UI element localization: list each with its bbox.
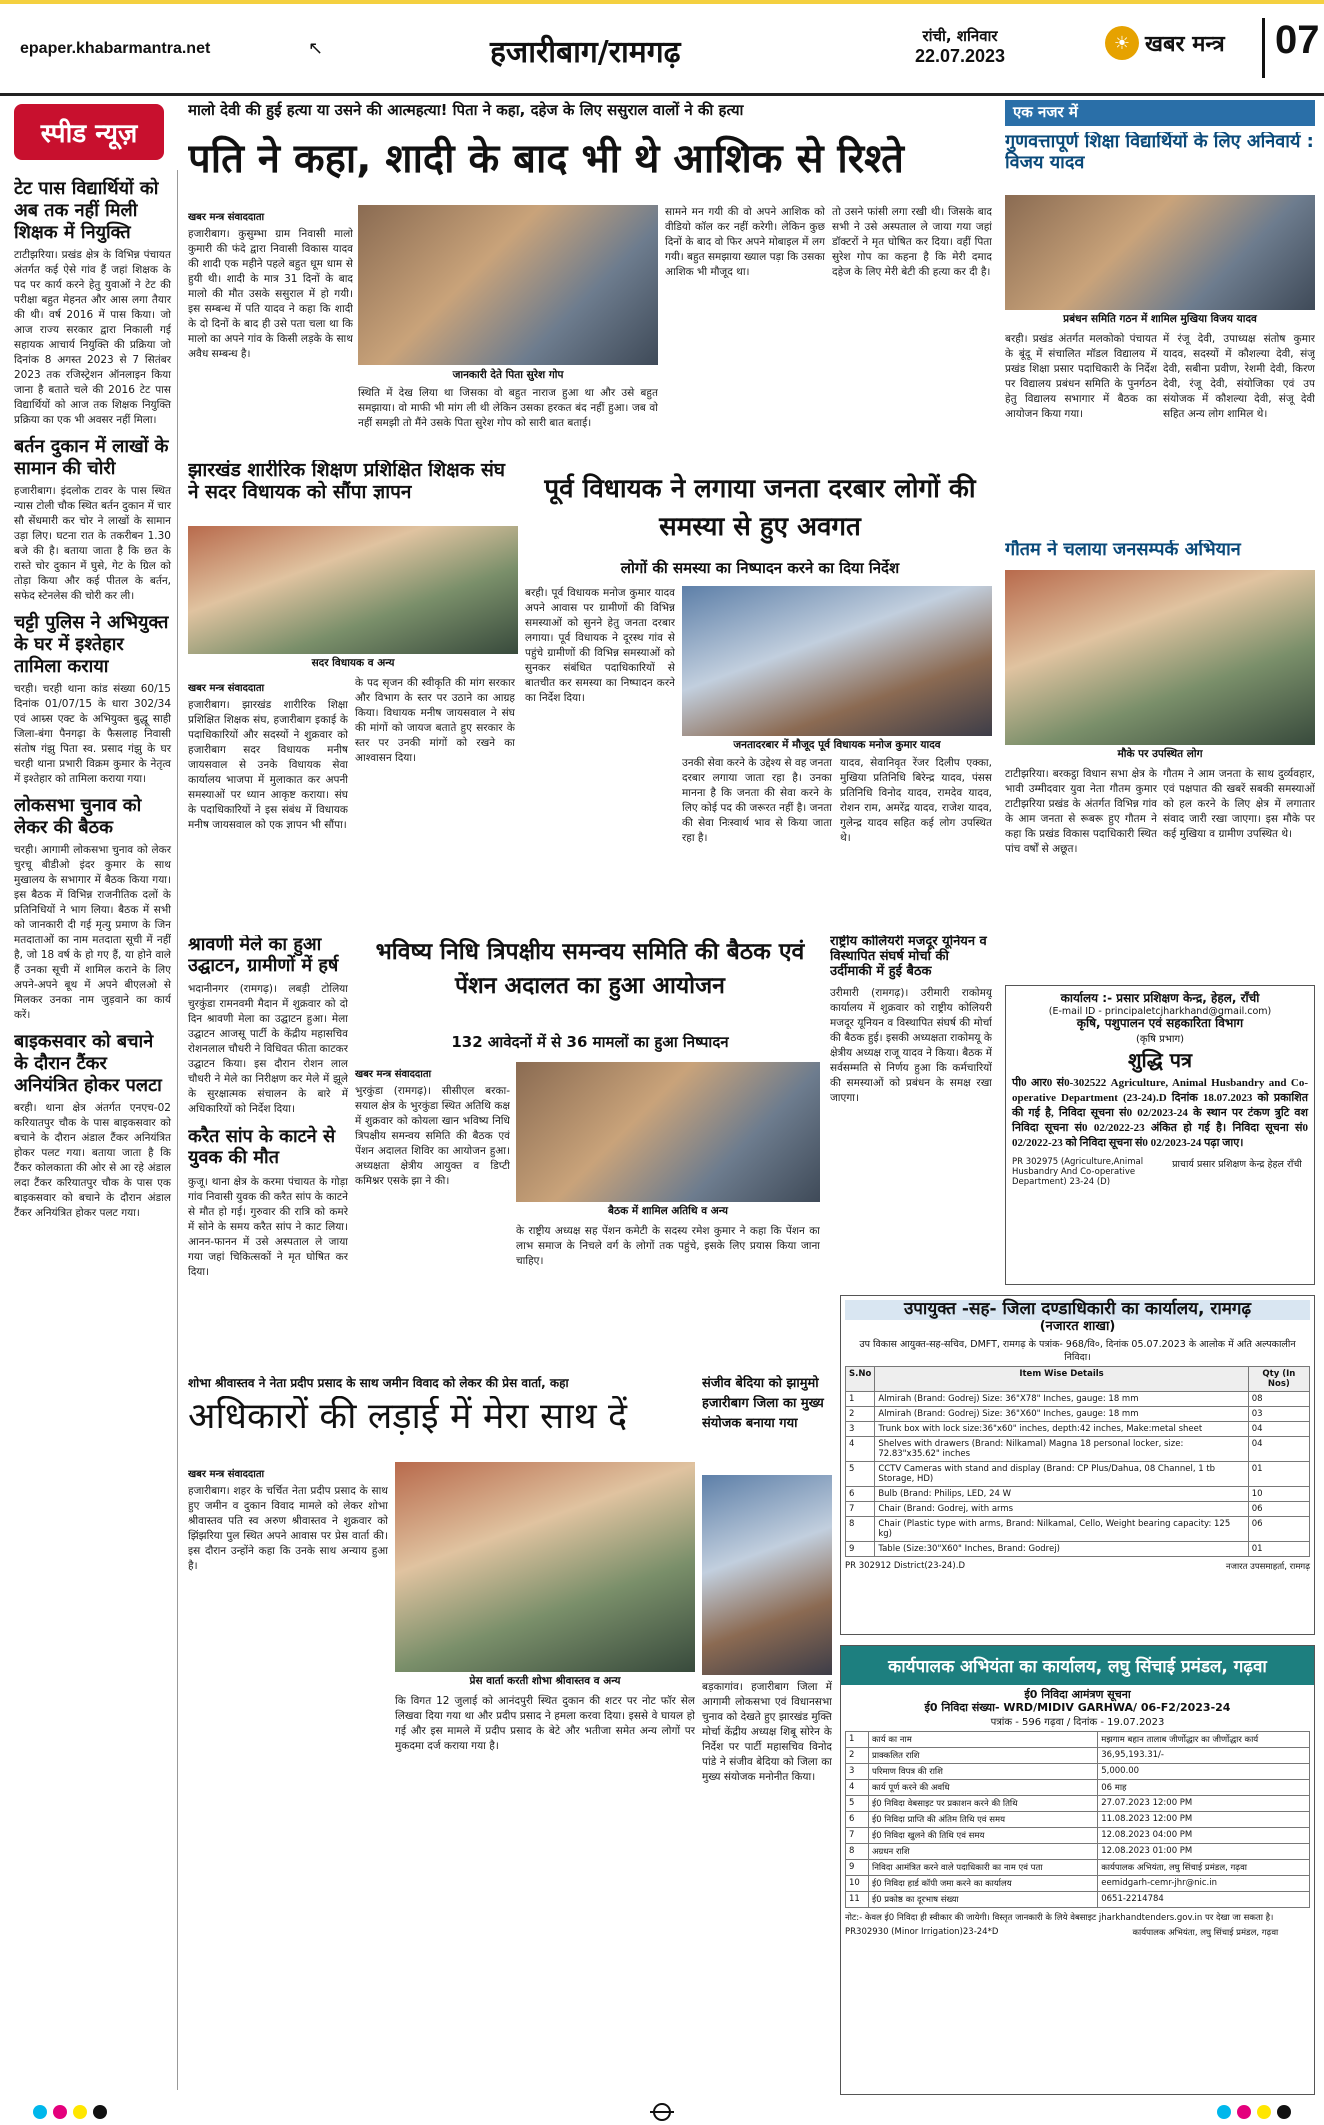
main-photo: [358, 205, 658, 365]
vijay-body-1: बरही। प्रखंड अंतर्गत मलकोको पंचायत के बूंदू में संचालित मॉडल विद्यालय में प्रखंड शिक्षा प्रसार पदाधिकारी के निर्देश पर विद्यालय प्रबंधन समिति के पुनर्गठन हेतु विद्यालय सभागार में बैठक का आयोजन किया गया।: [1005, 333, 1157, 420]
notice2-th-sno: S.No: [846, 1367, 875, 1392]
byline: खबर मन्त्र संवाददाता: [355, 1069, 432, 1080]
notice3-cell: 10: [846, 1876, 869, 1892]
notice1-signer: प्राचार्य प्रसार प्रशिक्षण केन्द्र हेहल राँची: [1172, 1158, 1302, 1170]
vijay-photo: [1005, 195, 1315, 310]
gautam-body-2: गौतम ने आम जनता के साथ दुर्व्यवहार, एवं पक्षपात की खबरें सबकी समस्याओं को हल करने के लिए क्षेत्र में लगातार संवाद जारी रखा जाएगा। इस मौके पर कई मुखिया व ग्रामीण उपस्थित थे।: [1163, 768, 1315, 840]
notice2-row: [846, 1487, 1310, 1502]
shobha-kicker-text: शोभा श्रीवास्तव ने नेता प्रदीप प्रसाद के साथ जमीन विवाद को लेकर की प्रेस वार्ता, कहा: [188, 1376, 569, 1390]
ramgarh-tender-notice: [840, 1295, 1315, 1635]
notice3-cell: 06 माह: [1098, 1780, 1310, 1796]
notice2-cell: 01: [1248, 1542, 1309, 1557]
gautam-col1: [1005, 767, 1157, 977]
gautam-head-text: गौतम ने चलाया जनसम्पर्क अभियान: [1005, 540, 1241, 560]
purva-body-2: उनकी सेवा करने के उद्देश्य से वह जनता दरबार लगाया जाता रहा है। उनका मानना है कि जनता की सेवा करने के लिए कोई पद की जरूरत नहीं है। जनता की सेवा निःस्वार्थ भाव से किया जाता रहा है।: [682, 757, 832, 844]
jh-photo: [188, 526, 518, 654]
notice1-email: (E-mail ID - principaletcjharkhand@gmail.com): [1048, 1005, 1272, 1017]
notice2-row: [846, 1542, 1310, 1557]
page-number: 07: [1262, 18, 1320, 78]
shuddhi-patra-notice: [1005, 985, 1315, 1285]
notice3-cell: ई0 निविदा हार्ड कॉपी जमा करने का कार्यालय: [869, 1876, 1098, 1892]
notice2-row: [846, 1392, 1310, 1407]
vijay-head-text: गुणवत्तापूर्ण शिक्षा विद्यार्थियों के लिए अनिवार्य : विजय यादव: [1005, 132, 1314, 173]
speed-news-logo: स्पीड न्यूज़: [14, 104, 164, 160]
shravani-body: भदानीनगर (रामगढ़)। लबड़ी टोलिया चुरकुंडा रामनवमी मैदान में शुक्रवार को दो दिन श्रावणी मेला का उद्घाटन हुआ। मेला उद्घाटन आजसू पार्टी के केंद्रीय महासचिव रोशनलाल चौधरी ने विधिवत फीता काटकर उद्घाटन किया। इस दौरान रोशन लाल चौधरी ने मेले का निरीक्षण कर मेले में झूले के सुरक्षात्मक संचालन के बारे में अधिकारियों को निर्देश दिया।: [188, 983, 348, 1116]
gautam-photo: [1005, 570, 1315, 745]
purva-col2: [682, 756, 832, 926]
notice2-cell: Trunk box with lock size:36"x60" inches, depth:42 inches, Make:metal sheet: [875, 1422, 1248, 1437]
sanjeev-col: [702, 1680, 832, 2100]
sanjeev-body: बड़कागांव। हजारीबाग जिला में आगामी लोकसभा एवं विधानसभा चुनाव को देखते हुए झारखंड मुक्ति मोर्चा केंद्रीय अध्यक्ष शिबू सोरेन के निर्देश पर पार्टी महासचिव विनोद पांडे ने संजीव बेदिया को जिला का मुख्य संयोजक मनोनीत किया।: [702, 1681, 832, 1783]
notice3-cell: 11.08.2023 12:00 PM: [1098, 1812, 1310, 1828]
rashtriya-body: उरीमारी (रामगढ़)। उरीमारी राकोमयू कार्यालय में शुक्रवार को राष्ट्रीय कोलियरी मजदूर यूनियन व विस्थापित संघर्ष की मोर्चा की बैठक हुई। इसकी अध्यक्षता राकोमयू के क्षेत्रीय अध्यक्ष राजू यादव ने किया। बैठक में सर्वसम्मति से निर्णय हुआ कि कर्मचारियों की समस्याओं को प्रबंधन के समक्ष रखा जाएगा।: [830, 986, 992, 1104]
main-story-col1: [188, 205, 353, 445]
left-headline-4: लोकसभा चुनाव को लेकर की बैठक: [14, 795, 142, 838]
notice3-row: [846, 1748, 1310, 1764]
jh-head-text: झारखंड शारीरिक शिक्षण प्रशिक्षित शिक्षक संघ ने सदर विधायक को सौंपा ज्ञापन: [188, 460, 506, 503]
notice3-cell: 7: [846, 1828, 869, 1844]
notice2-row: [846, 1407, 1310, 1422]
notice1-pr: PR 302975 (Agriculture,Animal Husbandry And Co-operative Department) 23-24 (D): [1012, 1156, 1144, 1187]
pension-head-text: भविष्य निधि त्रिपक्षीय समन्वय समिति की बैठक एवं पेंशन अदालत का हुआ आयोजन: [375, 939, 805, 999]
brand: [1105, 26, 1225, 60]
notice3-row: [846, 1828, 1310, 1844]
notice2-cell: 04: [1248, 1422, 1309, 1437]
pension-body-1: भुरकुंडा (रामगढ़)। सीसीएल बरका-सयाल क्षेत्र के भुरकुंडा स्थित अतिथि कक्ष में शुक्रवार को कोयला खान भविष्य निधि त्रिपक्षीय समन्वय समिति की बैठक एवं पेंशन अदालत शिविर का आयोजन हुआ। अध्यक्षता क्षेत्रीय आयुक्त व डिप्टी कमिश्नर एसके झा ने की।: [355, 1085, 510, 1187]
notice2-title: उपायुक्त -सह- जिला दण्डाधिकारी का कार्यालय, रामगढ़: [845, 1300, 1310, 1320]
notice3-ref: ई0 निविदा संख्या- WRD/MIDIV GARHWA/ 06-F2/2023-24: [924, 1700, 1231, 1714]
notice3-cell: 2: [846, 1748, 869, 1764]
purva-body-3: यादव, सेवानिवृत रेंजर दिलीप एक्का, मुखिया प्रतिनिधि बिरेन्द्र यादव, पंसस प्रतिनिधि विनोद यादव, रामदेव यादव, रोशन राम, अमरेंद्र यादव, राजेश यादव, गुलेन्द्र यादव सहित कई लोग उपस्थित थे।: [840, 757, 992, 844]
notice3-cell: अग्रधन राशि: [869, 1844, 1098, 1860]
vijay-caption: प्रबंधन समिति गठन में शामिल मुखिया विजय यादव: [1005, 312, 1315, 326]
notice3-sub: ई0 निविदा आमंत्रण सूचना: [1024, 1688, 1131, 1701]
notice2-signer: नजारत उपसमाहर्ता, रामगढ़: [1225, 1562, 1310, 1573]
section-title: हजारीबाग/रामगढ़: [490, 35, 681, 70]
notice2-table-body: [846, 1392, 1310, 1557]
vijay-col2: [1163, 332, 1315, 532]
notice2-cell: 01: [1248, 1462, 1309, 1487]
left-body-2: हजारीबाग। इंदलोक टावर के पास स्थित न्यास टोली चौक स्थित बर्तन दुकान में चार सौ सेंधमारी कर चोर ने लाखों के सामान उड़ा लिए। घटना रात के तकरीबन 1.30 बजे की है। बताया जाता है कि छत के रास्ते चोर दुकान में घुसे, गेट के ग्रिल को तोड़ा किया और कई पीतल के बर्तन, सफेद स्टेनलेस की चोरी कर ली।: [14, 485, 171, 602]
notice3-note: नोट:- केवल ई0 निविदा ही स्वीकार की जायेगी। विस्तृत जानकारी के लिये वेबसाइट jharkhandtenders.gov.in पर देखा जा सकता है।: [845, 1913, 1274, 1924]
main-story-col3: [665, 205, 825, 450]
notice3-cell: ई0 निविदा वेबसाइट पर प्रकाशन करने की तिथि: [869, 1796, 1098, 1812]
notice3-cell: 9: [846, 1860, 869, 1876]
notice2-cell: Almirah (Brand: Godrej) Size: 36"X60" Inches, gauge: 18 mm: [875, 1407, 1248, 1422]
shobha-photo: [395, 1462, 695, 1672]
ek-nazar-text: एक नजर में: [1013, 103, 1078, 121]
cursor-icon: ↖: [308, 38, 324, 59]
notice3-cell: 5,000.00: [1098, 1764, 1310, 1780]
rashtriya-head: राष्ट्रीय कोलियरी मजदूर यूनियन व विस्थापित संघर्ष मोर्चा की उर्दीमाकी में हुई बैठक: [830, 935, 987, 979]
date: 22.07.2023: [914, 46, 1006, 66]
vijay-body-2: में रंजू देवी, उपाध्यक्ष संतोष कुमार यादव, सदस्यों में कौशल्या देवी, संजू देवी, सबीना प्रवीण, रेशमी देवी, किरण देवी, रंजू देवी, संयोजिका एवं उप संयोजक में कौशल्या देवी, संजू देवी सहित अन्य लोग शामिल थे।: [1163, 333, 1315, 420]
notice2-cell: Shelves with drawers (Brand: Nilkamal) Magna 18 personal locker, size: 72.83"x35.62" inches: [875, 1437, 1248, 1462]
notice2-sub: (नजारत शाखा): [1039, 1318, 1116, 1334]
notice2-cell: 7: [846, 1502, 875, 1517]
byline: खबर मन्त्र संवाददाता: [188, 683, 265, 694]
notice2-intro: उप विकास आयुक्त-सह-सचिव, DMFT, रामगढ़ के पत्रांक- 968/वि०, दिनांक 05.07.2023 के आलोक में अति अल्पकालीन निविदा।: [859, 1339, 1296, 1364]
notice3-cell: 12.08.2023 04:00 PM: [1098, 1828, 1310, 1844]
shobha-caption: प्रेस वार्ता करती शोभा श्रीवास्तव व अन्य: [395, 1674, 695, 1688]
notice2-cell: 5: [846, 1462, 875, 1487]
left-body-3: चरही। चरही थाना कांड संख्या 60/15 दिनांक 01/07/15 के धारा 302/34 एवं आम्र्स एक्ट के अभियुक्त बुद्धू साही जिला-बंगा पैनगढ़ा के फैसलाह निवासी संतोष गंझु पिता स्व. प्रसाद गंझु के घर चरही थाना प्रभारी विक्रम कुमार के नेतृत्व में इश्तेहार को तामिला कराया गया।: [14, 683, 171, 785]
pension-sub-text: 132 आवेदनों में से 36 मामलों का हुआ निष्पादन: [451, 1033, 729, 1051]
shobha-body-2: कि विगत 12 जुलाई को आनंदपुरी स्थित दुकान की शटर पर नोट फॉर सेल लिखवा दिया गया था और प्रदीप प्रसाद ने हमला करवा दिया। इससे वे घायल हो गई और इस मामले में प्रदीप प्रसाद के बेटे और भतीजा समेत अन्य लोगों पर मुकदमा दर्ज कराया गया है।: [395, 1695, 695, 1752]
main-story-col4: [832, 205, 992, 450]
notice2-cell: 04: [1248, 1437, 1309, 1462]
kicker-text: मालो देवी की हुई हत्या या उसने की आत्महत्या! पिता ने कहा, दहेज के लिए ससुराल वालों ने की हत्या: [188, 101, 744, 119]
left-body-1: टाटीझरिया। प्रखंड क्षेत्र के विभिन्न पंचायत अंतर्गत कई ऐसे गांव हैं जहां शिक्षक के पद पर कार्य करने हेतु युवाओं ने टेट की परीक्षा बहुत मेहनत और आस लगा तैयार की थी। वर्ष 2016 में पास किया। जो आज राज्य सरकार द्वारा निकाली गई सहायक आचार्य नियुक्ति की प्रक्रिया जो दिनांक 8 अगस्त 2023 से 7 सितंबर 2023 तक रजिस्ट्रेशन ऑनलाइन किया जाना है बताते चले की 2016 टेट पास विद्यार्थियों को आज तक शिक्षक नियुक्ति प्रक्रिया का एक भी अवसर नहीं मिला।: [14, 249, 171, 426]
masthead: [0, 0, 1324, 96]
notice3-cell: 3: [846, 1764, 869, 1780]
bottom-registration-strip: [0, 2100, 1324, 2125]
shobha-body-1: हजारीबाग। शहर के चर्चित नेता प्रदीप प्रसाद के साथ हुए जमीन व दुकान विवाद मामले को लेकर शोभा श्रीवास्तव पति स्व अरुण श्रीवास्तव ने शुक्रवार को झिंझरिया पुल स्थित अपने आवास पर प्रेस वार्ता की। इस दौरान उन्होंने कहा कि उनके साथ अन्याय हुआ है।: [188, 1485, 388, 1572]
notice3-row: [846, 1812, 1310, 1828]
jh-caption: सदर विधायक व अन्य: [188, 656, 518, 670]
brand-logo-icon: ☀: [1105, 26, 1139, 60]
gautam-caption: मौके पर उपस्थित लोग: [1005, 747, 1315, 761]
byline: खबर मन्त्र संवाददाता: [188, 212, 265, 223]
notice3-row: [846, 1732, 1310, 1748]
notice2-cell: 06: [1248, 1517, 1309, 1542]
notice3-table: [845, 1731, 1310, 1908]
notice3-row: [846, 1764, 1310, 1780]
dateline: [890, 26, 1030, 67]
pension-body-2: के राष्ट्रीय अध्यक्ष सह पेंशन कमेटी के सदस्य रमेश कुमार ने कहा कि पेंशन का लाभ समाज के निचले वर्ग के लोगों तक पहुंचे, इसके लिए प्रयास किया जाना चाहिए।: [516, 1225, 820, 1267]
notice3-cell: 12.08.2023 01:00 PM: [1098, 1844, 1310, 1860]
jh-body-1: हजारीबाग। झारखंड शारीरिक शिक्षा प्रशिक्षित शिक्षक संघ, हजारीबाग इकाई के पदाधिकारियों और सदस्यों ने शुक्रवार को हजारीबाग सदर विधायक मनीष जायसवाल से उनके विधायक सेवा कार्यालय भाजपा में मुलाकात कर अपनी समस्याओं पर ध्यान आकृष्ट कराया। संघ के पदाधिकारियों ने इस संबंध में विधायक मनीष जायसवाल को एक ज्ञापन भी सौंपा।: [188, 699, 348, 831]
sanjeev-headline: [702, 1372, 832, 1472]
headline-text: पति ने कहा, शादी के बाद भी थे आशिक से रिश्ते: [188, 136, 904, 182]
notice2-th-qty: Qty (In Nos): [1248, 1367, 1309, 1392]
notice3-cell: कार्यपालक अभियंता, लघु सिंचाई प्रमंडल, गढ़वा: [1098, 1860, 1310, 1876]
pension-sub: [355, 1032, 825, 1054]
notice3-cell: 6: [846, 1812, 869, 1828]
notice3-cell: 4: [846, 1780, 869, 1796]
notice3-cell: ई0 प्रकोष्ठ का दूरभाष संख्या: [869, 1892, 1098, 1908]
notice3-title: कार्यपालक अभियंता का कार्यालय, लघु सिंचाई प्रमंडल, गढ़वा: [841, 1646, 1314, 1685]
ek-nazar-banner: [1005, 100, 1315, 126]
left-headline-2: बर्तन दुकान में लाखों के सामान की चोरी: [14, 436, 169, 479]
notice3-cell: eemidgarh-cemr-jhr@nic.in: [1098, 1876, 1310, 1892]
pension-headline: [355, 935, 825, 1031]
notice2-row: [846, 1517, 1310, 1542]
main-photo-caption: जानकारी देते पिता सुरेश गोप: [358, 368, 658, 382]
pension-col2: [516, 1224, 820, 1364]
notice3-cell: कार्य का नाम: [869, 1732, 1098, 1748]
jh-headline: [188, 460, 518, 522]
notice2-table: [845, 1366, 1310, 1557]
left-news-column: [14, 170, 178, 2090]
notice3-cell: परिमाण विपत्र की राशि: [869, 1764, 1098, 1780]
snake-body: कुजू। थाना क्षेत्र के करमा पंचायत के गोड़ा गांव निवासी युवक की करैत सांप के काटने से मौत हो गई। गुरुवार की रात्रि को कमरे में सोने के समय करैत सांप ने काट लिया। आनन-फानन में उसे अस्पताल ले जाया गया जहां चिकित्सकों ने मृत घोषित कर दिया।: [188, 1175, 348, 1278]
main-story-col2: [358, 386, 658, 448]
notice2-row: [846, 1462, 1310, 1487]
notice3-cell: 27.07.2023 12:00 PM: [1098, 1796, 1310, 1812]
purva-body-1: बरही। पूर्व विधायक मनोज कुमार यादव अपने आवास पर ग्रामीणों की विभिन्न समस्याओं को सुनने हेतु जनता दरबार लगाया। पूर्व विधायक ने दूरस्थ गांव से पहुंचे ग्रामीणों की विभिन्न समस्याओं को सुनकर संबंधित पदाधिकारियों से बातचीत कर समस्या का निष्पादन करने का निर्देश दिया।: [525, 587, 675, 704]
notice3-cell: 5: [846, 1796, 869, 1812]
notice3-pr: PR302930 (Minor Irrigation)23-24*D: [845, 1927, 999, 1938]
pension-caption: बैठक में शामिल अतिथि व अन्य: [516, 1204, 820, 1218]
notice2-cell: 2: [846, 1407, 875, 1422]
notice3-cell: कार्य पूर्ण करने की अवधि: [869, 1780, 1098, 1796]
notice2-row: [846, 1502, 1310, 1517]
purva-headline: [525, 470, 995, 554]
notice2-cell: Almirah (Brand: Godrej) Size: 36"X78" Inches, gauge: 18 mm: [875, 1392, 1248, 1407]
notice2-th-item: Item Wise Details: [875, 1367, 1248, 1392]
notice1-dept: कृषि, पशुपालन एवं सहकारिता विभाग: [1076, 1015, 1244, 1030]
main-headline: [188, 126, 988, 196]
shravani-snake-col: [188, 935, 348, 1365]
vijay-col1: [1005, 332, 1157, 532]
notice3-cell: प्राक्कलित राशि: [869, 1748, 1098, 1764]
snake-head: करैत सांप के काटने से युवक की मौत: [188, 1126, 336, 1169]
notice2-cell: CCTV Cameras with stand and display (Brand: CP Plus/Dahua, 08 Channel, 1 tb Storage, HD): [875, 1462, 1248, 1487]
notice1-title: शुद्धि पत्र: [1127, 1047, 1193, 1072]
left-body-5: बरही। थाना क्षेत्र अंतर्गत एनएच-02 करियातपुर चौक के पास बाइकसवार को बचाने के दौरान अंडाल टैंकर अनियंत्रित होकर पलट गया। बताया जाता है कि टैंकर कोलकाता की ओर से आ रहे अंडाल लदा टैंकर करियातपुर चौक के पास एक बाइकसवार को बचाने के दौरान अंडाल टैंकर अनियंत्रित होकर पलट गया।: [14, 1102, 171, 1219]
notice3-cell: निविदा आमंत्रित करने वाले पदाधिकारी का नाम एवं पता: [869, 1860, 1098, 1876]
purva-photo: [682, 586, 992, 736]
notice2-cell: 6: [846, 1487, 875, 1502]
notice2-cell: 3: [846, 1422, 875, 1437]
city-day: रांची, शनिवार: [922, 27, 998, 45]
notice2-cell: Bulb (Brand: Philips, LED, 24 W: [875, 1487, 1248, 1502]
notice2-cell: 10: [1248, 1487, 1309, 1502]
notice3-cell: 0651-2214784: [1098, 1892, 1310, 1908]
purva-sub: [525, 558, 995, 580]
purva-caption: जनतादरबार में मौजूद पूर्व विधायक मनोज कुमार यादव: [682, 738, 992, 752]
site-url[interactable]: epaper.khabarmantra.net: [20, 40, 211, 57]
notice3-cell: 1: [846, 1732, 869, 1748]
sanjeev-head-text: संजीव बेदिया को झामुमो हजारीबाग जिला का मुख्य संयोजक बनाया गया: [702, 1376, 824, 1431]
notice2-pr: PR 302912 District(23-24).D: [845, 1561, 965, 1572]
shobha-head-text: अधिकारों की लड़ाई में मेरा साथ दें: [188, 1396, 628, 1437]
main-kicker: [188, 100, 988, 122]
brand-name: खबर मन्त्र: [1145, 32, 1225, 57]
vijay-headline: [1005, 132, 1315, 192]
shobha-col1: [188, 1462, 388, 2102]
left-headline-3: चट्टी पुलिस ने अभियुक्त के घर में इश्तेहार तामिला कराया: [14, 612, 169, 677]
notice2-cell: 06: [1248, 1502, 1309, 1517]
notice2-cell: Chair (Plastic type with arms, Brand: Nilkamal, Cello, Weight bearing capacity: 125 kg): [875, 1517, 1248, 1542]
pension-col1: [355, 1062, 510, 1362]
main-body-2: स्थिति में देख लिया था जिसका वो बहुत नाराज हुआ था और उसे बहुत समझाया। वो माफी भी मांग ली थी लेकिन उसका हरकत बंद नहीं हुआ। जब वो नहीं समझी तो मैंने उसके पिता सुरेश गोप को सारी बात बताई।: [358, 387, 658, 429]
notice3-row: [846, 1892, 1310, 1908]
notice2-cell: 08: [1248, 1392, 1309, 1407]
jh-col2: [355, 676, 515, 926]
left-body-4: चरही। आगामी लोकसभा चुनाव को लेकर चुरचू बीडीओ इंदर कुमार के साथ मुखालय के सभागार में बैठक किया गया। इस बैठक में विभिन्न राजनीतिक दलों के प्रतिनिधियों ने भाग लिया। बैठक में सभी को जानकारी दी गई मृत्यु प्रमाण के जिन मतदाताओं का नाम मतदाता सूची में नहीं है, जो 18 वर्ष के हो गए हैं, या होने वाले हैं उनका सूची में शामिल कराने के लिए अपने-अपने बूथ में अपने बीएलओ से मिलकर उनका नाम जुड़वाने का कार्य करें।: [14, 844, 171, 1021]
notice3-row: [846, 1876, 1310, 1892]
pension-photo: [516, 1062, 820, 1202]
notice3-row: [846, 1780, 1310, 1796]
notice2-cell: 9: [846, 1542, 875, 1557]
gautam-body-1: टाटीझरिया। बरकट्ठा विधान सभा क्षेत्र के भावी उम्मीदवार युवा नेता गौतम कुमार टाटीझरिया प्रखंड के अंतर्गत विभिन्न गांव के आम जनता से रूबरू हुए गौतम ने कहा कि प्रखंड विकास पदाधिकारी स्थित पांच वर्षों से अछूत।: [1005, 768, 1157, 855]
byline: खबर मन्त्र संवाददाता: [188, 1469, 265, 1480]
purva-col3: [840, 756, 992, 926]
notice3-cell: मझगाम बहान तालाब जीर्णोद्धार का जीर्णोद्धार कार्य: [1098, 1732, 1310, 1748]
notice3-signer: कार्यपालक अभियंता, लघु सिंचाई प्रमंडल, गढ़वा: [1132, 1928, 1279, 1939]
notice3-row: [846, 1796, 1310, 1812]
notice3-cell: ई0 निविदा खुलने की तिथि एवं समय: [869, 1828, 1098, 1844]
main-body-4: तो उसने फांसी लगा रखी थी। जिसके बाद सभी ने उसे अस्पताल ले जाया गया जहां डॉक्टरों ने मृत घोषित कर दिया। वहीं पिता सुरेश गोप का कहना है कि मेरी दमाद दहेज के लिए मेरी बेटी की हत्या कर दी है।: [832, 206, 992, 278]
purva-head-text: पूर्व विधायक ने लगाया जनता दरबार लोगों की समस्या से हुए अवगत: [544, 474, 976, 542]
left-headline-5: बाइकसवार को बचाने के दौरान टैंकर अनियंत्रित होकर पलटा: [14, 1031, 162, 1096]
notice2-cell: 03: [1248, 1407, 1309, 1422]
left-headline-1: टेट पास विद्यार्थियों को अब तक नहीं मिली शिक्षक में नियुक्ति: [14, 178, 159, 243]
main-body-1: हजारीबाग। कुसुम्भा ग्राम निवासी मालो कुमारी की फंदे द्वारा निवासी विकास यादव की शादी एक महीने पहले बहुत धूम धाम से हुयी थी। शादी के मात्र 31 दिनों के बाद मालो की मौत उसके ससुराल में हो गयी। इस सम्बन्ध में पति यादव ने कहा कि शादी के दो दिनों के बाद ही उसे पता चला था कि मालो का अपने गांव के किसी लड़के के साथ अवैध सम्बन्ध है।: [188, 228, 353, 360]
registration-dots: [0, 0, 1324, 10]
shobha-col2: [395, 1694, 695, 2094]
notice3-cell: 8: [846, 1844, 869, 1860]
notice3-row: [846, 1844, 1310, 1860]
notice2-row: [846, 1437, 1310, 1462]
gautam-headline: [1005, 540, 1315, 566]
sanjeev-photo: [702, 1475, 832, 1675]
notice2-cell: Table (Size:30"X60" Inches, Brand: Godrej): [875, 1542, 1248, 1557]
notice3-cell: 36,95,193.31/-: [1098, 1748, 1310, 1764]
notice2-cell: 8: [846, 1517, 875, 1542]
notice1-sub: (कृषि प्रभाग): [1136, 1033, 1184, 1045]
notice1-body: पी0 आर0 सं0-302522 Agriculture, Animal Husbandry and Co-operative Department (23-24).D दिनांक 18.07.2023 को प्रकाशित की गई है, निविदा सूचना सं0 02/2023-24 के स्थान पर टंकण त्रुटि वश निविदा सूचना सं0 02/2022-23 अंकित हो गई है। निविदा सूचना सं0 02/2022-23 को निविदा सूचना सं0 02/2023-24 पढ़ा जाए।: [1012, 1076, 1308, 1149]
notice3-cell: ई0 निविदा प्राप्ति की अंतिम तिथि एवं समय: [869, 1812, 1098, 1828]
garhwa-tender-notice: [840, 1645, 1315, 2095]
main-body-3: सामने मन गयी की वो अपने आशिक को वीडियो कॉल कर नहीं करेगी। लेकिन कुछ दिनों के बाद वो फिर अपने मोबाइल में लग गयी। बहुत समझाया ख्याल पड़ा कि उसका आशिक भी मौजूद था।: [665, 206, 825, 278]
notice2-row: [846, 1422, 1310, 1437]
notice2-cell: Chair (Brand: Godrej, with arms: [875, 1502, 1248, 1517]
purva-sub-text: लोगों की समस्या का निष्पादन करने का दिया निर्देश: [620, 559, 900, 577]
purva-col1: [525, 586, 675, 736]
notice3-patrank: पत्रांक - 596 गढ़वा / दिनांक - 19.07.2023: [990, 1717, 1165, 1729]
jh-body-2: के पद सृजन की स्वीकृति की मांग सरकार और विभाग के स्तर पर उठाने का आग्रह किया। विधायक मनीष जायसवाल ने संघ की मांगों को जायज बताते हुए सरकार के स्तर पर उनकी मांगों को रखने का आश्वासन दिया।: [355, 677, 515, 764]
notice2-cell: 1: [846, 1392, 875, 1407]
notice2-cell: 4: [846, 1437, 875, 1462]
notice3-cell: 11: [846, 1892, 869, 1908]
gautam-col2: [1163, 767, 1315, 977]
shravani-head: श्रावणी मेले का हुआ उद्घाटन, ग्रामीणों में हर्ष: [188, 935, 339, 976]
jh-col1: [188, 676, 348, 926]
notice3-row: [846, 1860, 1310, 1876]
notice3-table-body: [846, 1732, 1310, 1908]
notice1-office: कार्यालय :- प्रसार प्रशिक्षण केन्द्र, हेहल, राँची: [1060, 991, 1260, 1005]
